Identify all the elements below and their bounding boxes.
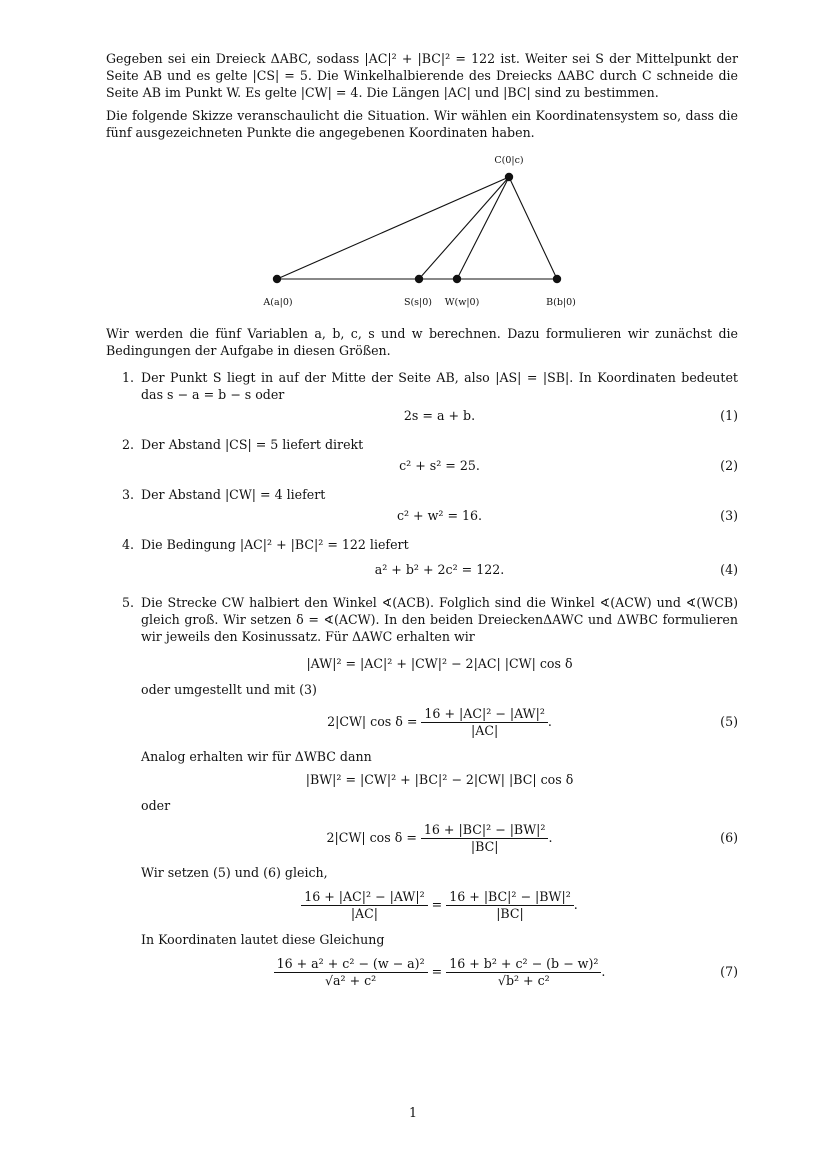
label-s: S(s|0) (403, 297, 433, 308)
equation-5: 2|CW| cos δ = $\frac{\text{16 + |AC|² − |AW|²}}{|AC|}$ . (5) (141, 702, 738, 742)
intro-paragraph-1: Gegeben sei ein Dreieck ΔABC, sodass |AC|² + |BC|² = 122 ist. Weiter sei S der Mittelpunkt der Seite AB und es gelte |CS| = 5. Die Winkelhalbierende des Dreiecks ΔABC durch C schneide die Seite AB im Punkt W. Es gelte |CW| = 4. Die Längen |AC| und |BC| sind zu bestimmen. (106, 51, 738, 100)
bisector-cw (457, 177, 509, 279)
equation-tag: (4) (720, 562, 738, 577)
text-umgestellt: oder umgestellt und mit (3) (141, 682, 317, 697)
numerator: 16 + |AC|² − |AW|² (301, 889, 427, 906)
item-number: 3. (122, 487, 135, 502)
denominator: |BC| (496, 906, 524, 921)
conditions-list (106, 369, 738, 992)
list-item (106, 536, 738, 585)
triangle-svg (106, 147, 738, 319)
equation-tag: (7) (720, 964, 738, 979)
numerator: 16 + b² + c² − (b − w)² (446, 956, 601, 973)
equation-tag: (1) (720, 408, 738, 423)
median-cs (419, 177, 509, 279)
label-a: A(a|0) (263, 297, 293, 308)
item-text: Der Abstand |CS| = 5 liefert direkt (141, 437, 364, 452)
label-b: B(b|0) (546, 297, 576, 308)
item-text: Die Strecke CW halbiert den Winkel ∢(ACB). Folglich sind die Winkel ∢(ACW) und ∢(WCB) gleich groß. Wir setzen δ = ∢(ACW). In den beiden DreieckenΔAWC und ΔWBC formulieren wir jeweils den Kosinussatz. Für ΔAWC erhalten wir (141, 595, 738, 644)
equation-1 (141, 405, 738, 427)
numerator: 16 + |BC|² − |BW|² (421, 822, 549, 839)
fraction (301, 889, 427, 922)
item-number: 2. (122, 437, 135, 452)
variables-paragraph: Wir werden die fünf Variablen a, b, c, s und w berechnen. Dazu formulieren wir zunächst die Bedingungen der Aufgabe in diesen Größen. (106, 326, 738, 358)
equation-6: 2|CW| cos δ = $\frac{\text{16 + |BC|² − |BW|²}}{|BC|}$ . (6) (141, 818, 738, 858)
fraction (274, 956, 428, 989)
denominator: √a² + c² (324, 973, 377, 988)
item-text: Die Bedingung |AC|² + |BC|² = 122 liefert (141, 537, 409, 552)
point-c (505, 173, 513, 181)
denominator: |AC| (471, 723, 499, 738)
page-number: 1 (408, 1105, 417, 1120)
fraction (421, 822, 549, 855)
equation-7: $\frac{\text{16 + a² + c² − (w − a)²}}{\text{√a² + c²}}$ = $\frac{\text{16 + b² + c² − (b − w)²}}{\text{√b² + c²}}$ . (7) (141, 952, 738, 992)
point-s (415, 275, 423, 283)
text-gleich: Wir setzen (5) und (6) gleich, (141, 865, 328, 880)
item-number: 1. (122, 370, 135, 385)
fraction (446, 956, 601, 989)
equation-3 (141, 505, 738, 527)
text-oder: oder (141, 798, 171, 813)
equation-body: a² + b² + 2c² = 122. (374, 562, 505, 577)
equation-body: |AW|² = |AC|² + |CW|² − 2|AC| |CW| cos δ (306, 656, 573, 671)
equation-equal: $\frac{\text{16 + |AC|² − |AW|²}}{|AC|}$ = $\frac{\text{16 + |BC|² − |BW|²}}{|BC|}$ . (141, 885, 738, 925)
denominator: |AC| (350, 906, 379, 921)
point-b (553, 275, 561, 283)
list-item (106, 436, 738, 477)
item-text: Der Abstand |CW| = 4 liefert (141, 487, 326, 502)
page-body (106, 50, 738, 1001)
equation-lhs: 2|CW| cos δ = (327, 714, 418, 729)
equation-body: 2s = a + b. (403, 408, 476, 423)
item-text: Der Punkt S liegt in auf der Mitte der Seite AB, also |AS| = |SB|. In Koordinaten bedeutet das s − a = b − s oder (141, 370, 738, 402)
side-ca (277, 177, 509, 279)
fraction (446, 889, 574, 922)
list-item (106, 594, 738, 992)
item-number: 5. (122, 595, 135, 610)
label-w: W(w|0) (444, 297, 480, 308)
equation-body: c² + w² = 16. (396, 508, 483, 523)
numerator: 16 + |AC|² − |AW|² (421, 706, 547, 723)
triangle-sketch (106, 147, 738, 319)
intro-paragraph-2: Die folgende Skizze veranschaulicht die Situation. Wir wählen ein Koordinatensystem so, dass die fünf ausgezeichneten Punkte die angegebenen Koordinaten haben. (106, 108, 738, 140)
list-item (106, 486, 738, 527)
text-analog: Analog erhalten wir für ΔWBC dann (141, 749, 372, 764)
text-koordinaten: In Koordinaten lautet diese Gleichung (141, 932, 385, 947)
equation-cosine-awc (141, 653, 738, 675)
side-cb (509, 177, 557, 279)
equation-tag: (5) (720, 714, 738, 729)
equation-tag: (6) (720, 830, 738, 845)
item-number: 4. (122, 537, 135, 552)
equation-4 (141, 555, 738, 585)
label-c: C(0|c) (494, 155, 524, 166)
numerator: 16 + a² + c² − (w − a)² (274, 956, 428, 973)
numerator: 16 + |BC|² − |BW|² (446, 889, 574, 906)
equation-2 (141, 455, 738, 477)
equation-tag: (2) (720, 458, 738, 473)
equation-lhs: 2|CW| cos δ = (326, 830, 417, 845)
list-item (106, 369, 738, 427)
equation-body: c² + s² = 25. (399, 458, 480, 473)
denominator: √b² + c² (497, 973, 550, 988)
equation-cosine-wbc (141, 769, 738, 791)
equation-tag: (3) (720, 508, 738, 523)
denominator: |BC| (470, 839, 499, 854)
equation-body: |BW|² = |CW|² + |BC|² − 2|CW| |BC| cos δ (305, 772, 574, 787)
point-w (453, 275, 461, 283)
fraction (421, 706, 547, 739)
point-a (273, 275, 281, 283)
